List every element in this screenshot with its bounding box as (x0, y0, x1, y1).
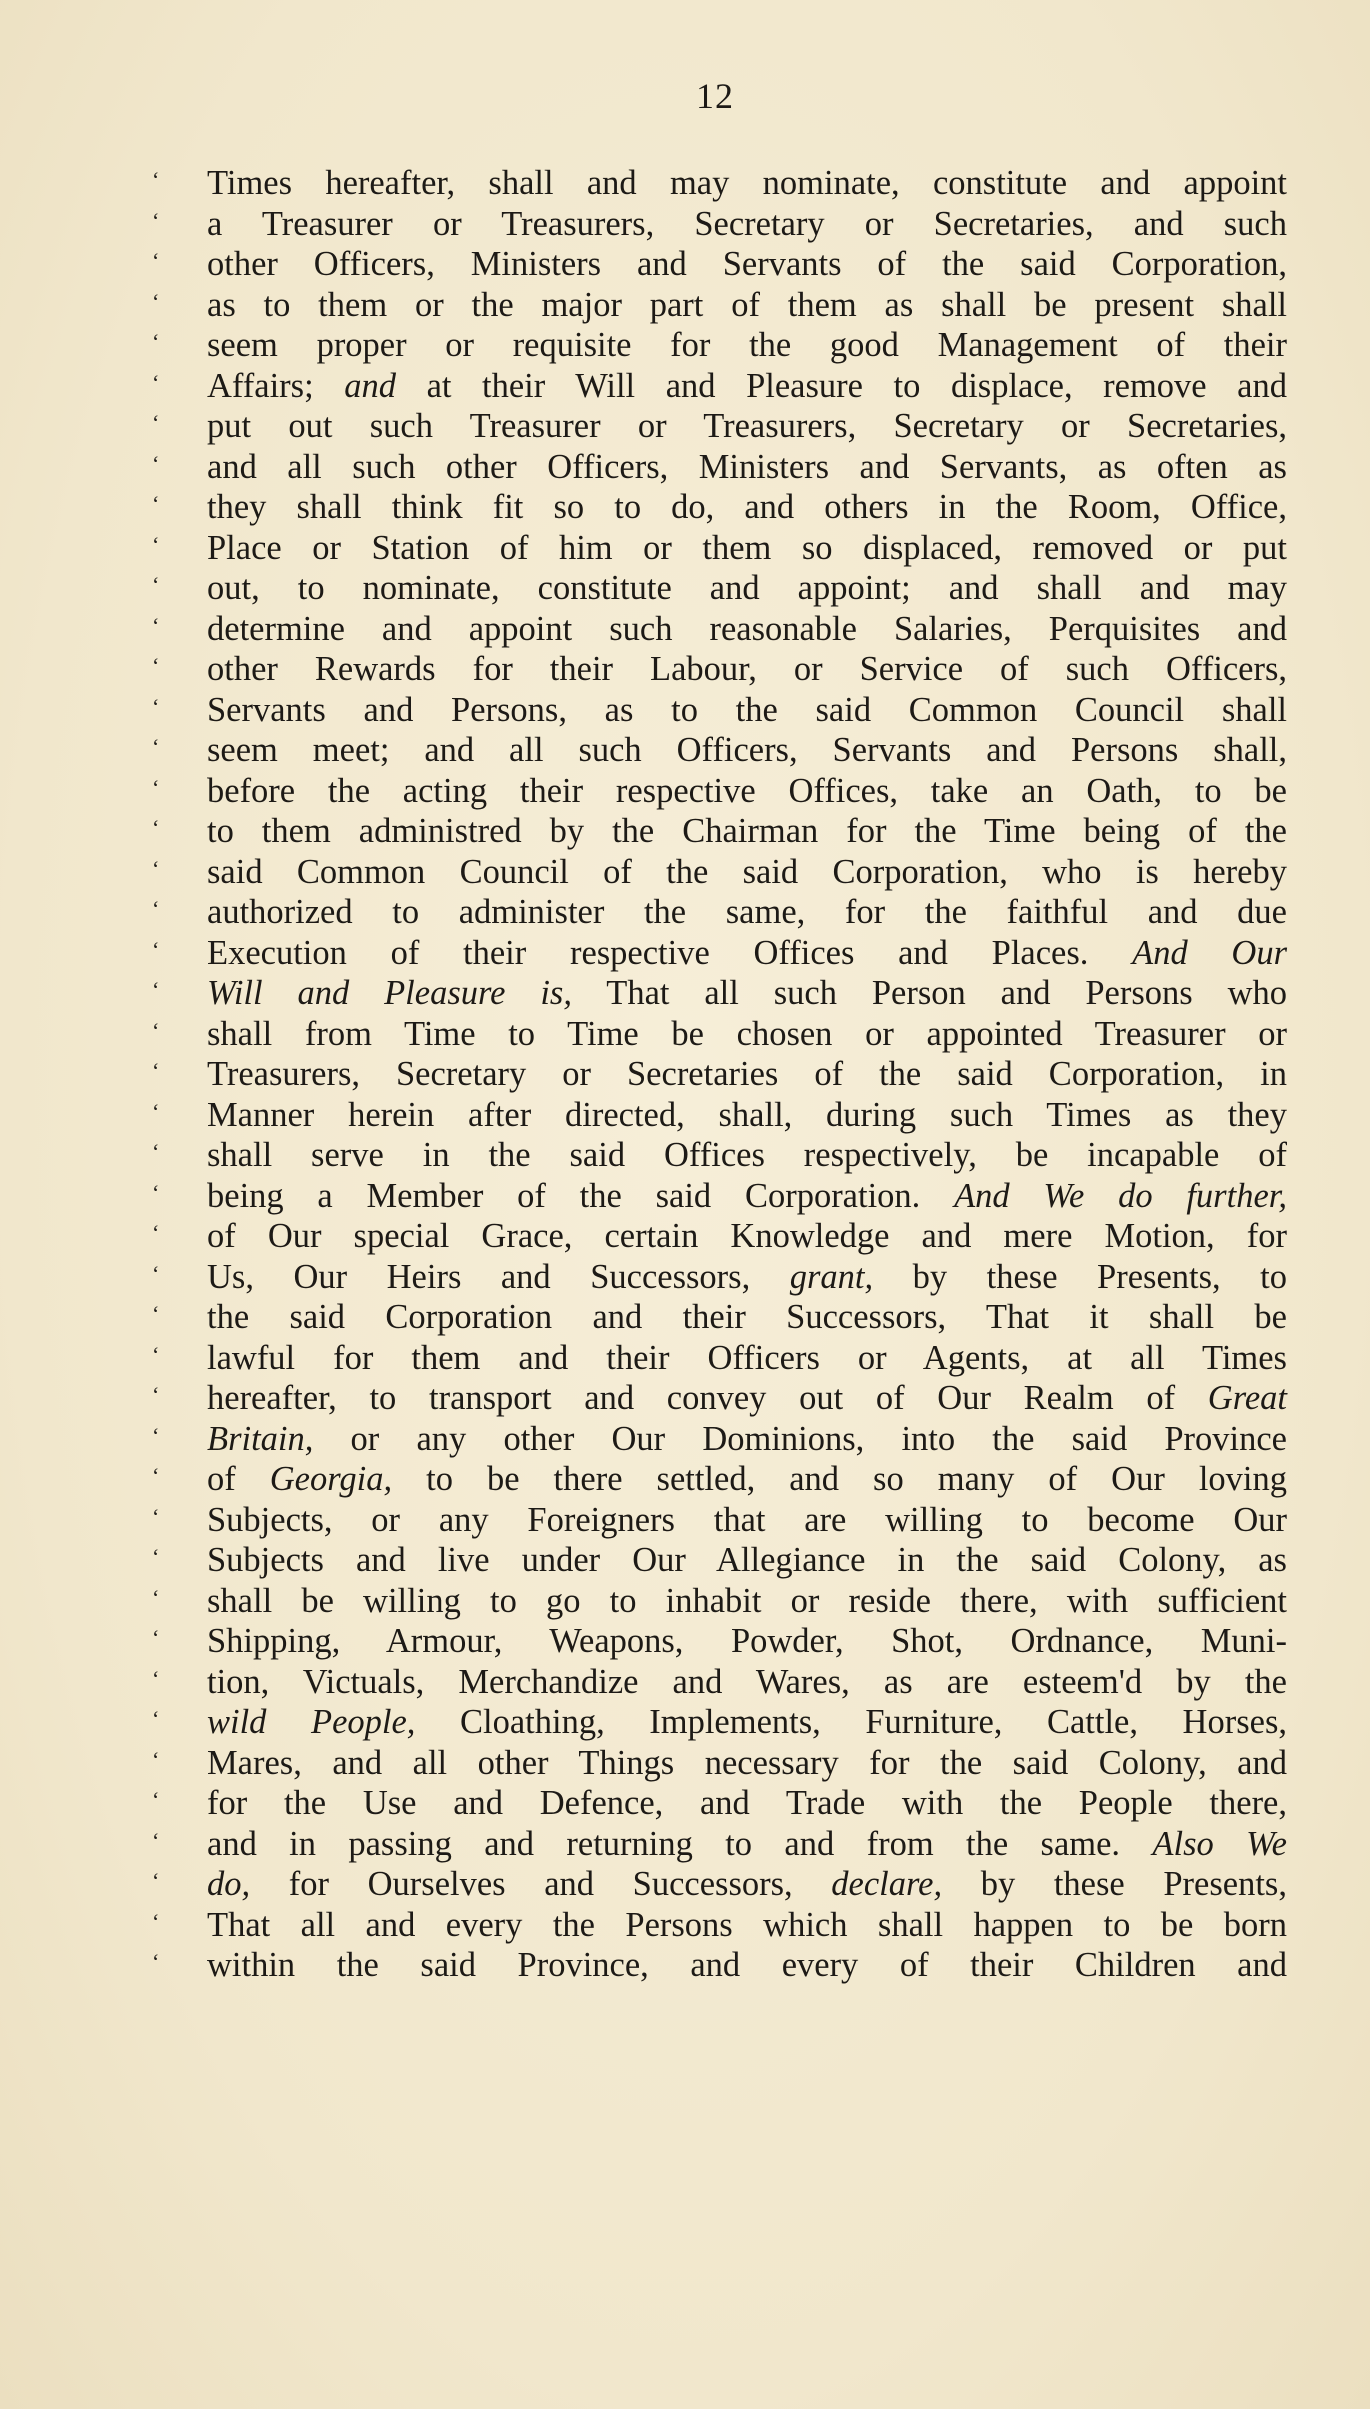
line-text (172, 1905, 1287, 1946)
italic-text: wild People, (207, 1703, 416, 1741)
text-line (152, 1419, 1287, 1460)
text-line (152, 1581, 1287, 1622)
text-line (152, 933, 1287, 974)
text-span: Affairs; (207, 366, 345, 405)
text-span: put out such Treasurer or Treasurers, Secretary or Secretaries, (207, 407, 1287, 445)
line-text (172, 1459, 1287, 1500)
text-span: That all and every the Persons which shall happen to be born (207, 1905, 1287, 1944)
text-line (152, 1338, 1287, 1379)
text-line (152, 568, 1287, 609)
quote-mark: ‘ (152, 815, 160, 840)
quote-mark: ‘ (152, 369, 160, 395)
text-span: seem meet; and all such Officers, Servants and Persons shall, (207, 731, 1287, 769)
text-span: Subjects, or any Foreigners that are willing to become Our (207, 1500, 1287, 1539)
text-span: Servants and Persons, as to the said Common Council shall (207, 690, 1287, 729)
text-line (152, 1176, 1287, 1217)
text-span: Manner herein after directed, shall, during such Times as they (207, 1095, 1287, 1134)
quote-mark: ‘ (152, 936, 160, 962)
text-span: and all such other Officers, Ministers and Servants, as often as (207, 447, 1287, 486)
text-line (152, 1824, 1287, 1865)
line-text (172, 649, 1287, 690)
text-line (152, 1135, 1287, 1176)
quote-mark: ‘ (152, 1665, 160, 1691)
line-text (172, 1338, 1287, 1379)
text-span: Shipping, Armour, Weapons, Powder, Shot, Ordnance, Muni- (207, 1622, 1287, 1660)
text-span: tion, Victuals, Merchandize and Wares, as are esteem'd by the (207, 1662, 1287, 1701)
italic-text: grant, (789, 1257, 874, 1296)
line-text (172, 1702, 1287, 1743)
text-line (152, 771, 1287, 812)
quote-mark: ‘ (152, 1787, 160, 1812)
italic-text: And We do further, (954, 1176, 1287, 1215)
text-line (152, 811, 1287, 852)
quote-mark: ‘ (152, 1746, 160, 1772)
text-span: Mares, and all other Things necessary for the said Colony, and (207, 1743, 1287, 1782)
text-span: to be there settled, and so many of Our loving (392, 1460, 1287, 1498)
text-span: to them administred by the Chairman for the Time being of the (207, 812, 1287, 850)
italic-text: Also We (1152, 1824, 1287, 1863)
text-span: Times hereafter, shall and may nominate, constitute and appoint (207, 164, 1287, 202)
quote-mark: ‘ (152, 855, 160, 881)
quote-mark: ‘ (152, 1827, 160, 1853)
line-text (172, 1014, 1287, 1055)
quote-mark: ‘ (152, 329, 160, 354)
text-span: hereafter, to transport and convey out of Our Realm of (207, 1379, 1208, 1417)
text-line (152, 690, 1287, 731)
italic-text: Britain, (207, 1419, 314, 1458)
text-span: before the acting their respective Offices, take an Oath, to be (207, 771, 1287, 810)
text-span: by these Presents, to (873, 1257, 1287, 1296)
italic-text: declare, (831, 1865, 943, 1903)
line-text (172, 1540, 1287, 1581)
text-span: or any other Our Dominions, into the said Province (313, 1419, 1287, 1458)
italic-text: Will and Pleasure is, (207, 974, 572, 1012)
text-line (152, 609, 1287, 650)
line-text (172, 1783, 1287, 1824)
line-text (172, 325, 1287, 366)
line-text (172, 1500, 1287, 1541)
text-line (152, 163, 1287, 204)
text-line (152, 1864, 1287, 1905)
text-line (152, 406, 1287, 447)
text-span: of (207, 1460, 270, 1498)
quote-mark: ‘ (152, 1382, 160, 1407)
text-line (152, 325, 1287, 366)
text-line (152, 1378, 1287, 1419)
quote-mark: ‘ (152, 774, 160, 800)
text-line (152, 528, 1287, 569)
text-span: seem proper or requisite for the good Management of their (207, 326, 1287, 364)
quote-mark: ‘ (152, 450, 160, 476)
quote-mark: ‘ (152, 491, 160, 516)
line-text (172, 285, 1287, 326)
line-text (172, 1662, 1287, 1703)
quote-mark: ‘ (152, 167, 160, 192)
line-text (172, 528, 1287, 569)
text-span: being a Member of the said Corporation. (207, 1176, 955, 1215)
text-line (152, 1257, 1287, 1298)
line-text (172, 1824, 1287, 1865)
line-text (172, 1864, 1287, 1905)
quote-mark: ‘ (152, 653, 160, 678)
text-line (152, 1014, 1287, 1055)
line-text (172, 852, 1287, 893)
line-text (172, 1054, 1287, 1095)
line-text (172, 568, 1287, 609)
text-line (152, 852, 1287, 893)
text-span: for Ourselves and Successors, (250, 1865, 832, 1903)
page-number: 12 (696, 76, 734, 116)
line-text (172, 892, 1287, 933)
line-text (172, 811, 1287, 852)
quote-mark: ‘ (152, 1908, 160, 1934)
line-text (172, 973, 1287, 1014)
line-text (172, 447, 1287, 488)
text-span: Subjects and live under Our Allegiance in the said Colony, as (207, 1541, 1287, 1579)
quote-mark: ‘ (152, 410, 160, 435)
text-span: a Treasurer or Treasurers, Secretary or Secretaries, and such (207, 204, 1287, 243)
quote-mark: ‘ (152, 248, 160, 273)
line-text (172, 933, 1287, 974)
italic-text: do, (207, 1865, 251, 1903)
line-text (172, 690, 1287, 731)
text-line (152, 1540, 1287, 1581)
quote-mark: ‘ (152, 1463, 160, 1488)
text-line (152, 1905, 1287, 1946)
text-span: said Common Council of the said Corporation, who is hereby (207, 852, 1287, 891)
text-line (152, 1945, 1287, 1986)
text-line (152, 1216, 1287, 1257)
line-text (172, 1945, 1287, 1986)
quote-mark: ‘ (152, 1301, 160, 1326)
italic-text: Great (1207, 1379, 1287, 1417)
text-span: That all such Person and Persons who (572, 974, 1287, 1012)
text-span: as to them or the major part of them as shall be present shall (207, 285, 1287, 324)
text-line (152, 487, 1287, 528)
line-text (172, 487, 1287, 528)
italic-text: And Our (1132, 933, 1287, 972)
text-span: of Our special Grace, certain Knowledge and mere Motion, for (207, 1217, 1287, 1255)
text-span: within the said Province, and every of their Children and (207, 1946, 1287, 1984)
text-span: shall from Time to Time be chosen or appointed Treasurer or (207, 1014, 1287, 1053)
quote-mark: ‘ (152, 1544, 160, 1569)
text-span: Us, Our Heirs and Successors, (207, 1257, 790, 1296)
text-span: other Rewards for their Labour, or Service of such Officers, (207, 650, 1287, 688)
text-line (152, 447, 1287, 488)
quote-mark: ‘ (152, 1949, 160, 1974)
line-text (172, 1743, 1287, 1784)
quote-mark: ‘ (152, 1584, 160, 1610)
quote-mark: ‘ (152, 1179, 160, 1205)
text-line (152, 730, 1287, 771)
quote-mark: ‘ (152, 207, 160, 233)
text-line (152, 366, 1287, 407)
text-line (152, 285, 1287, 326)
text-span: at their Will and Pleasure to displace, remove and (396, 366, 1287, 405)
quote-mark: ‘ (152, 531, 160, 557)
quote-mark: ‘ (152, 1098, 160, 1124)
text-span: they shall think fit so to do, and others in the Room, Office, (207, 488, 1287, 526)
quote-mark: ‘ (152, 1220, 160, 1245)
line-text (172, 1297, 1287, 1338)
line-text (172, 1378, 1287, 1419)
text-line (152, 892, 1287, 933)
quote-mark: ‘ (152, 1706, 160, 1731)
quote-mark: ‘ (152, 1503, 160, 1529)
text-line (152, 1054, 1287, 1095)
line-text (172, 406, 1287, 447)
quote-mark: ‘ (152, 1260, 160, 1286)
text-line (152, 1743, 1287, 1784)
line-text (172, 1095, 1287, 1136)
quote-mark: ‘ (152, 1017, 160, 1043)
text-span: lawful for them and their Officers or Agents, at all Times (207, 1338, 1287, 1377)
quote-mark: ‘ (152, 734, 160, 759)
line-text (172, 1621, 1287, 1662)
quote-mark: ‘ (152, 977, 160, 1002)
italic-text: Georgia, (269, 1460, 393, 1498)
text-line (152, 973, 1287, 1014)
text-span: shall be willing to go to inhabit or reside there, with sufficient (207, 1581, 1287, 1620)
text-line (152, 1621, 1287, 1662)
text-line (152, 649, 1287, 690)
text-span: Place or Station of him or them so displaced, removed or put (207, 528, 1287, 567)
text-line (152, 204, 1287, 245)
line-text (172, 163, 1287, 204)
text-span: other Officers, Ministers and Servants of the said Corporation, (207, 245, 1287, 283)
line-text (172, 1176, 1287, 1217)
line-text (172, 1257, 1287, 1298)
line-text (172, 244, 1287, 285)
text-span: and in passing and returning to and from the same. (207, 1824, 1153, 1863)
quote-mark: ‘ (152, 1058, 160, 1083)
text-span: shall serve in the said Offices respectively, be incapable of (207, 1136, 1287, 1174)
quote-mark: ‘ (152, 1341, 160, 1367)
body-text (152, 163, 1287, 1986)
quote-mark: ‘ (152, 572, 160, 597)
text-line (152, 1702, 1287, 1743)
quote-mark: ‘ (152, 288, 160, 314)
line-text (172, 1419, 1287, 1460)
text-span: Execution of their respective Offices and Places. (207, 933, 1133, 972)
quote-mark: ‘ (152, 896, 160, 921)
line-text (172, 1135, 1287, 1176)
text-line (152, 1297, 1287, 1338)
text-span: the said Corporation and their Successors, That it shall be (207, 1298, 1287, 1336)
text-line (152, 1783, 1287, 1824)
quote-mark: ‘ (152, 1868, 160, 1893)
line-text (172, 366, 1287, 407)
text-span: Cloathing, Implements, Furniture, Cattle, Horses, (415, 1703, 1287, 1741)
quote-mark: ‘ (152, 1422, 160, 1448)
text-line (152, 1662, 1287, 1703)
text-span: determine and appoint such reasonable Salaries, Perquisites and (207, 609, 1287, 648)
text-span: out, to nominate, constitute and appoint; and shall and may (207, 569, 1287, 607)
line-text (172, 1581, 1287, 1622)
text-line (152, 244, 1287, 285)
text-line (152, 1095, 1287, 1136)
italic-text: and (344, 366, 396, 405)
quote-mark: ‘ (152, 612, 160, 638)
quote-mark: ‘ (152, 1625, 160, 1650)
text-line (152, 1500, 1287, 1541)
quote-mark: ‘ (152, 1139, 160, 1164)
line-text (172, 730, 1287, 771)
text-span: by these Presents, (942, 1865, 1287, 1903)
text-line (152, 1459, 1287, 1500)
line-text (172, 204, 1287, 245)
line-text (172, 771, 1287, 812)
line-text (172, 1216, 1287, 1257)
text-span: for the Use and Defence, and Trade with the People there, (207, 1784, 1287, 1822)
text-span: authorized to administer the same, for the faithful and due (207, 893, 1287, 931)
text-span: Treasurers, Secretary or Secretaries of the said Corporation, in (207, 1055, 1287, 1093)
line-text (172, 609, 1287, 650)
quote-mark: ‘ (152, 693, 160, 719)
